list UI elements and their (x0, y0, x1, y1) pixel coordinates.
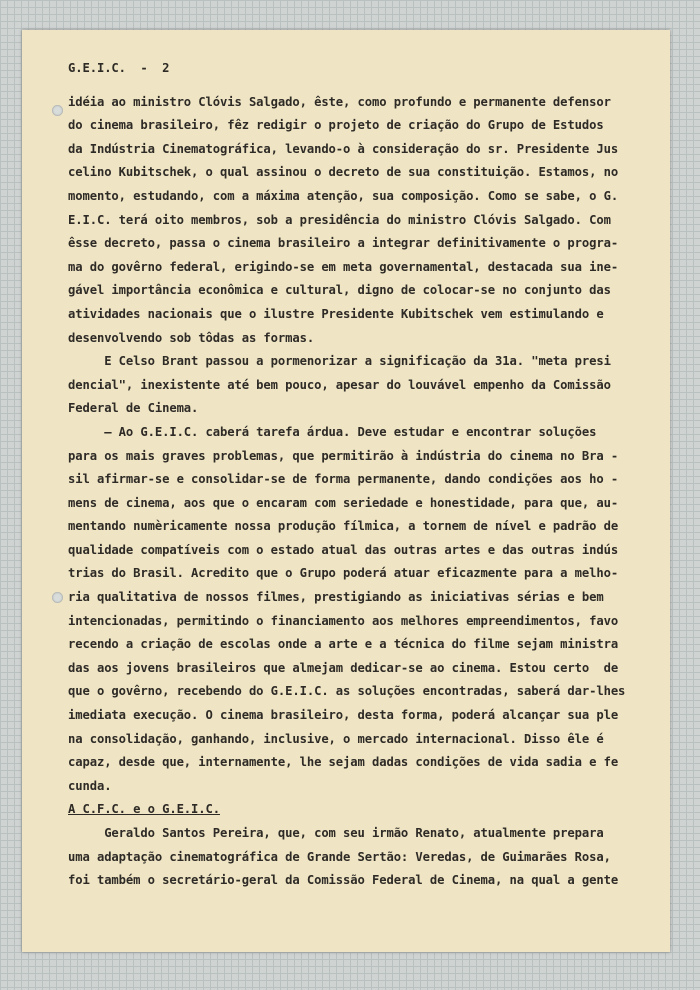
page-text (68, 60, 628, 893)
text-line: idéia ao ministro Clóvis Salgado, êste, como profundo e permanente defensor (68, 94, 611, 109)
text-line: desenvolvendo sob tôdas as formas. (68, 330, 315, 345)
section-heading: A C.F.C. e o G.E.I.C. (68, 802, 220, 817)
text-line: intencionadas, permitindo o financiamento aos melhores empreendimentos, favo (68, 613, 619, 628)
text-line: Geraldo Santos Pereira, que, com seu irmão Renato, atualmente prepara (68, 826, 604, 840)
text-line: ria qualitativa de nossos filmes, prestigiando as iniciativas sérias e bem (68, 590, 604, 605)
text-line: uma adaptação cinematográfica de Grande Sertão: Veredas, de Guimarães Rosa, (68, 849, 611, 864)
text-line: — Ao G.E.I.C. caberá tarefa árdua. Deve estudar e encontrar soluções (68, 424, 597, 439)
text-line: ma do govêrno federal, erigindo-se em meta governamental, destacada sua ine- (68, 259, 619, 274)
text-line: E Celso Brant passou a pormenorizar a significação da 31a. "meta presi (68, 354, 611, 369)
text-line: gável importância econômica e cultural, digno de colocar-se no conjunto das (68, 283, 611, 298)
text-line: das aos jovens brasileiros que almejam dedicar-se ao cinema. Estou certo de (68, 660, 619, 675)
text-line: para os mais graves problemas, que permitirão à indústria do cinema no Bra - (68, 448, 619, 463)
binder-hole (52, 592, 63, 603)
text-line: qualidade compatíveis com o estado atual das outras artes e das outras indús (68, 542, 619, 557)
text-line: trias do Brasil. Acredito que o Grupo poderá atuar eficazmente para a melho- (68, 566, 619, 581)
text-line: atividades nacionais que o ilustre Presidente Kubitschek vem estimulando e (68, 306, 604, 321)
text-line: momento, estudando, com a máxima atenção, sua composição. Como se sabe, o G. (68, 188, 619, 203)
binder-hole (52, 105, 63, 116)
text-line: do cinema brasileiro, fêz redigir o projeto de criação do Grupo de Estudos (68, 118, 604, 133)
text-line: E.I.C. terá oito membros, sob a presidência do ministro Clóvis Salgado. Com (68, 212, 611, 227)
text-line: na consolidação, ganhando, inclusive, o mercado internacional. Disso êle é (68, 731, 604, 746)
text-line: celino Kubitschek, o qual assinou o decreto de sua constituição. Estamos, no (68, 165, 619, 180)
text-line: da Indústria Cinematográfica, levando-o à consideração do sr. Presidente Jus (68, 141, 619, 156)
text-line: capaz, desde que, internamente, lhe sejam dadas condições de vida sadia e fe (68, 755, 619, 770)
page-header: G.E.I.C. - 2 (68, 61, 170, 75)
text-line: recendo a criação de escolas onde a arte e a técnica do filme sejam ministra (68, 637, 619, 652)
text-line: cunda. (68, 778, 112, 793)
text-line: sil afirmar-se e consolidar-se de forma permanente, dando condições aos ho - (68, 472, 619, 487)
text-line: foi também o secretário-geral da Comissão Federal de Cinema, na qual a gente (68, 873, 619, 888)
text-line: mentando numèricamente nossa produção fílmica, a tornem de nível e padrão de (68, 519, 619, 534)
text-line: mens de cinema, aos que o encaram com seriedade e honestidade, para que, au- (68, 495, 619, 510)
text-line: que o govêrno, recebendo do G.E.I.C. as soluções encontradas, saberá dar-lhes (68, 684, 626, 699)
text-line: dencial", inexistente até bem pouco, apesar do louvável empenho da Comissão (68, 377, 611, 392)
text-line: Federal de Cinema. (68, 401, 199, 416)
text-line: êsse decreto, passa o cinema brasileiro a integrar definitivamente o progra- (68, 236, 619, 251)
text-line: imediata execução. O cinema brasileiro, desta forma, poderá alcançar sua ple (68, 708, 619, 723)
